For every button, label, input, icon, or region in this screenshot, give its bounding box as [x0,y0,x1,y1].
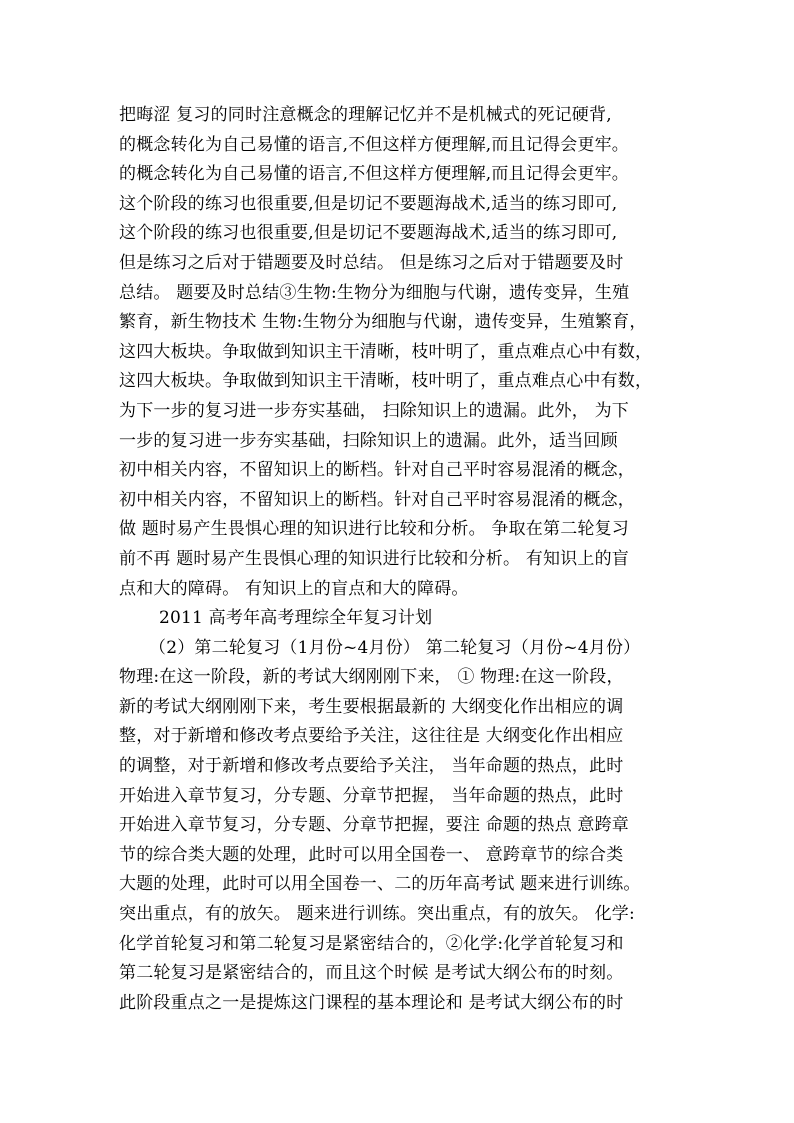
text-line: 总结。 题要及时总结③生物:生物分为细胞与代谢，遗传变异，生殖 [119,282,630,303]
text-line: 做 题时易产生畏惧心理的知识进行比较和分析。 争取在第二轮复习 [119,519,630,540]
text-line: 点和大的障碍。 有知识上的盲点和大的障碍。 [119,578,469,599]
text-line: 大题的处理，此时可以用全国卷一、二的历年高考试 题来进行训练。 [119,874,641,895]
text-line: 一步的复习进一步夯实基础，扫除知识上的遗漏。此外，适当回顾 [119,430,618,451]
text-line: 但是练习之后对于错题要及时总结。 但是练习之后对于错题要及时 [119,252,624,273]
text-line: 的概念转化为自己易懂的语言,不但这样方便理解,而且记得会更牢。 [119,134,630,155]
text-line: 节的综合类大题的处理，此时可以用全国卷一、 意跨章节的综合类 [119,844,624,865]
text-line: 初中相关内容，不留知识上的断档。针对自己平时容易混淆的概念， [119,489,635,510]
text-line: 的概念转化为自己易懂的语言,不但这样方便理解,而且记得会更牢。 [119,164,630,185]
text-line: 繁育，新生物技术 生物:生物分为细胞与代谢，遗传变异，生殖繁育， [119,312,647,333]
text-line: 突出重点，有的放矢。 题来进行训练。突出重点，有的放矢。 化学: [119,904,635,925]
text-line: 新的考试大纲刚刚下来，考生要根据最新的 大纲变化作出相应的调 [119,696,624,717]
text-line: 把晦涩 复习的同时注意概念的理解记忆并不是机械式的死记硬背, [119,105,612,125]
text-line: 前不再 题时易产生畏惧心理的知识进行比较和分析。 有知识上的盲 [119,548,630,569]
text-line: 化学首轮复习和第二轮复习是紧密结合的，②化学:化学首轮复习和 [119,933,624,954]
text-line: 初中相关内容，不留知识上的断档。针对自己平时容易混淆的概念， [119,460,635,481]
text-line: 开始进入章节复习，分专题、分章节把握，要注 命题的热点 意跨章 [119,815,630,836]
text-line: 为下一步的复习进一步夯实基础， 扫除知识上的遗漏。此外， 为下 [119,400,630,421]
text-line: 这四大板块。争取做到知识主干清晰，枝叶明了，重点难点心中有数， [119,371,653,392]
text-line: 整，对于新增和修改考点要给予关注，这往往是 大纲变化作出相应 [119,726,624,747]
section-heading: 2011 高考年高考理综全年复习计划 [159,608,433,629]
text-line: 这四大板块。争取做到知识主干清晰，枝叶明了，重点难点心中有数， [119,341,653,362]
text-line: 第二轮复习是紧密结合的，而且这个时候 是考试大纲公布的时刻。 [119,963,624,984]
text-body [119,101,699,1018]
subsection-heading: （2）第二轮复习（1月份~4月份） 第二轮复习（月份~4月份） [149,637,641,658]
text-line: 这个阶段的练习也很重要,但是切记不要题海战术,适当的练习即可, [119,193,618,214]
text-line: 这个阶段的练习也很重要,但是切记不要题海战术,适当的练习即可, [119,223,618,244]
text-line: 物理:在这一阶段，新的考试大纲刚刚下来， ① 物理:在这一阶段， [119,667,624,688]
text-line: 此阶段重点之一是提炼这门课程的基本理论和 是考试大纲公布的时 [119,992,624,1013]
text-line: 的调整，对于新增和修改考点要给予关注， 当年命题的热点，此时 [119,756,624,777]
text-line: 开始进入章节复习，分专题、分章节把握， 当年命题的热点，此时 [119,785,624,806]
